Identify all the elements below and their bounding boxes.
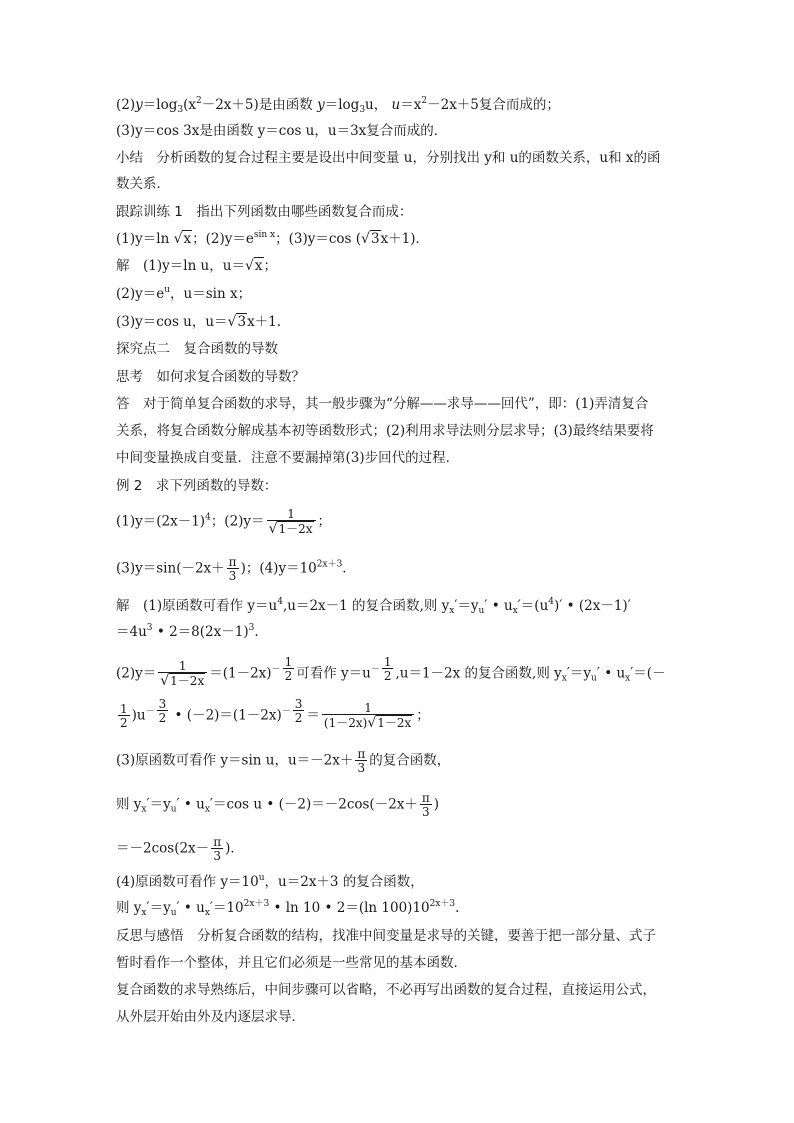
answer-line-3: 中间变量换成自变量．注意不要漏掉第(3)步回代的过程． [116, 450, 460, 466]
example-q1: $(1)y=(2x-1)^4$；(2)y＝ $\frac{1}{√1-2x}$ ； [116, 507, 332, 537]
exercise-answer-3: (3)y＝cos u，u＝√3x＋1. [116, 314, 282, 330]
solution-4-line-1: (4)原函数可看作 $y=10^u$，u＝2x＋3 的复合函数， [116, 873, 424, 890]
reflection-line-2: 暂时看作一个整体，并且它们必须是一些常见的基本函数． [116, 955, 467, 971]
solution-3-line-2: 则 $y_x'=y_u'$ • $u_x'=\cos$ u • (－2)＝－2cos(－2x＋ $\frac{\pi}{3}$ ) [116, 791, 440, 819]
section-title: 探究点二 复合函数的导数 [116, 341, 278, 357]
exercise-title: 跟踪训练 1 指出下列函数由哪些函数复合而成： [116, 204, 413, 220]
example-q3: (3)y＝sin(－2x＋ $\frac{\pi}{3}$ )；$(4)y=10^{2x+3}$. [116, 555, 347, 583]
text-line-3: (3)y＝cos 3x是由函数 y＝cos u，u＝3x复合而成的． [116, 123, 448, 139]
text-line-2: $(2)y=\log_3(x^2-2x+5)$是由函数 $y=\log_3u$， $u=x^2-2x+5$复合而成的； [116, 96, 560, 115]
reflection-line-3: 复合函数的求导熟练后，中间步骤可以省略，不必再写出函数的复合过程，直接运用公式， [116, 982, 656, 998]
exercise-question: (1)y＝ln √x；$(2)y=e^{sin x}$；(3)y＝cos (√3x＋1)． [116, 230, 430, 247]
reflection-line-4: 从外层开始由外及内逐层求导． [116, 1009, 305, 1025]
solution-1-line-1: 解 (1)原函数可看作 $y=u^4,u=2x-1$ 的复合函数,则 $y_x'=y_u'$ • $u_x'=(u^4)'$ • (2x－1)′ [116, 597, 631, 616]
solution-1-line-2: $=4u^3$ • $2=8(2x-1)^3$. [116, 623, 259, 640]
answer-line-1: 答 对于简单复合函数的求导，其一般步骤为“分解——求导——回代”，即：(1)弄清复合 [116, 396, 649, 412]
think-question: 思考 如何求复合函数的导数？ [116, 369, 305, 385]
summary-line-2: 数关系． [116, 176, 170, 192]
solution-2-line-1: (2)y＝ $\frac{1}{√1-2x}$ $=(1-2x)^{- \frac{1}{2}}$ 可看作 $y=u^{- \frac{1}{2}}$ ,u＝1－2x 的复合函数,则 $y_x'=y_u'$ • $u_x'=(-$ [116, 655, 666, 689]
reflection-line-1: 反思与感悟 分析复合函数的结构，找准中间变量是求导的关键，要善于把一部分量、式子 [116, 928, 656, 944]
example-title: 例 2 求下列函数的导数： [116, 478, 278, 494]
solution-3-line-1: (3)原函数可看作 y＝sin u，u＝－2x＋ $\frac{\pi}{3}$ 的复合函数， [116, 747, 451, 775]
solution-3-line-3: ＝－2cos(2x－ $\frac{\pi}{3}$ )． [116, 835, 244, 863]
exercise-answer-2: $(2)y=e^u$，u＝sin x； [116, 285, 252, 302]
exercise-answer-1: 解 (1)y＝ln u，u＝√x； [116, 258, 277, 274]
solution-4-line-2: 则 $y_x'=y_u'$ • $u_x'=10^{2x+3}$ • ln 10 • 2＝(ln $100)10^{2x+3}$. [116, 899, 460, 918]
summary-line-1: 小结 分析函数的复合过程主要是设出中间变量 u，分别找出 y和 u的函数关系，u和 x的函 [116, 150, 661, 166]
solution-2-line-2: $\frac{1}{2}$ )$u^{- \frac{3}{2}}$ • $(-2)=(1-2x)^{- \frac{3}{2}}$ ＝ $\frac{1}{(1-2x)√1-2x}$ ； [120, 697, 430, 731]
answer-line-2: 关系，将复合函数分解成基本初等函数形式；(2)利用求导法则分层求导；(3)最终结果要将 [116, 423, 654, 439]
